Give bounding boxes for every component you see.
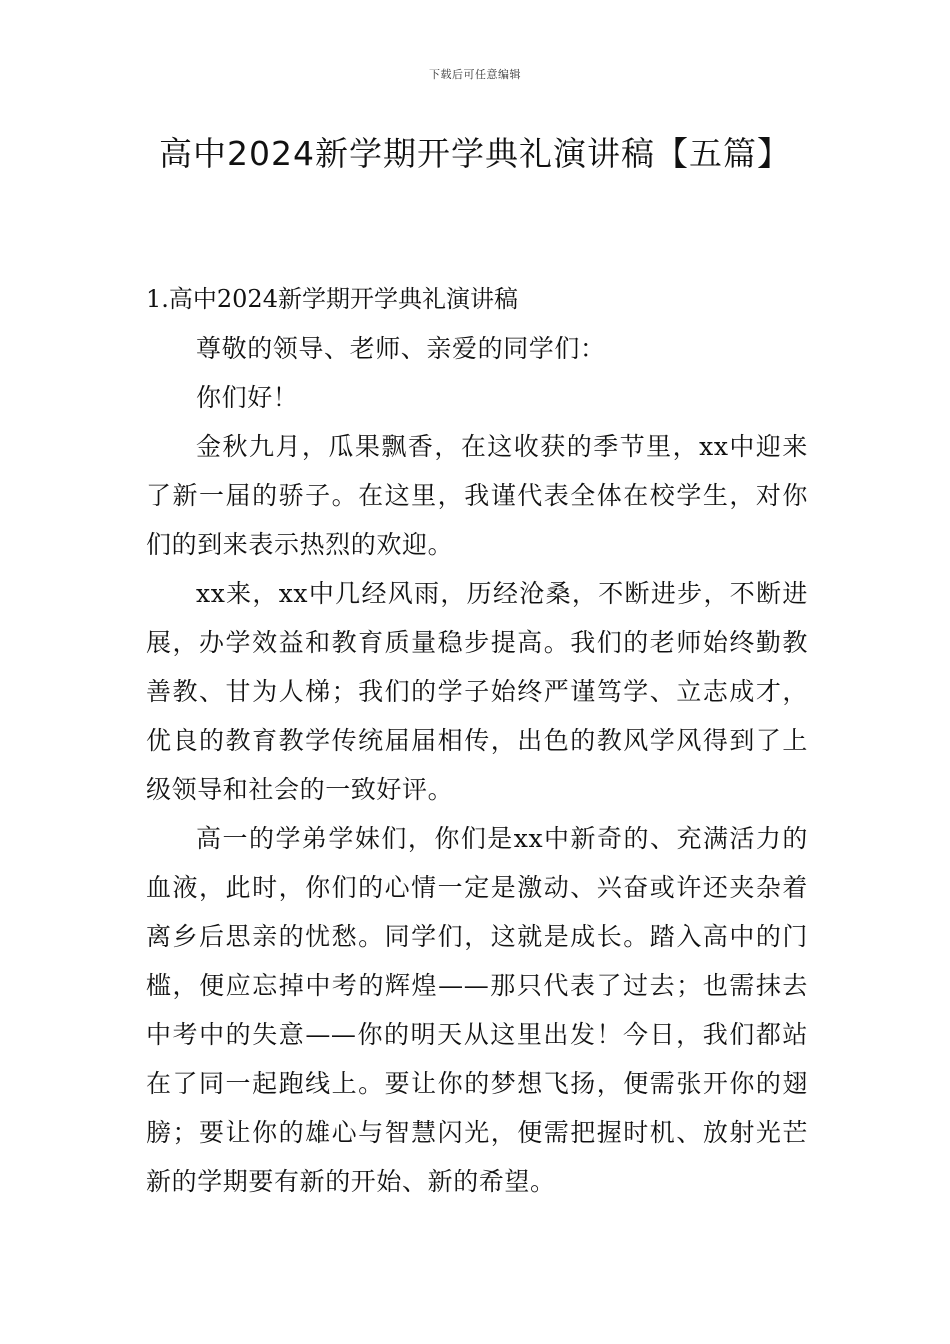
document-title: 高中2024新学期开学典礼演讲稿【五篇】 (159, 134, 791, 173)
document-body (146, 280, 808, 1206)
paragraph-greeting: 你们好！ (196, 383, 299, 412)
paragraph-salutation: 尊敬的领导、老师、亲爱的同学们： (196, 334, 606, 363)
header-note: 下载后可任意编辑 (429, 68, 521, 81)
paragraph-freshmen: 高一的学弟学妹们，你们是xx中新奇的、充满活力的血液，此时，你们的心情一定是激动、兴奋或许还夹杂着离乡后思亲的忧愁。同学们，这就是成长。踏入高中的门槛，便应忘掉中考的辉煌——那只代表了过去；也需抹去中考中的失意——你的明天从这里出发！今日，我们都站在了同一起跑线上。要让你的梦想飞扬，便需张开你的翅膀；要让你的雄心与智慧闪光，便需把握时机、放射光芒新的学期要有新的开始、新的希望。 (146, 824, 808, 1196)
paragraph-school-history: xx来，xx中几经风雨，历经沧桑，不断进步，不断进展，办学效益和教育质量稳步提高。我们的老师始终勤教善教、甘为人梯；我们的学子始终严谨笃学、立志成才，优良的教育教学传统届届相传，出色的教风学风得到了上级领导和社会的一致好评。 (146, 579, 808, 804)
paragraph-welcome: 金秋九月，瓜果飘香，在这收获的季节里，xx中迎来了新一届的骄子。在这里，我谨代表全体在校学生，对你们的到来表示热烈的欢迎。 (146, 432, 808, 559)
section-heading: 1.高中2024新学期开学典礼演讲稿 (146, 285, 518, 313)
